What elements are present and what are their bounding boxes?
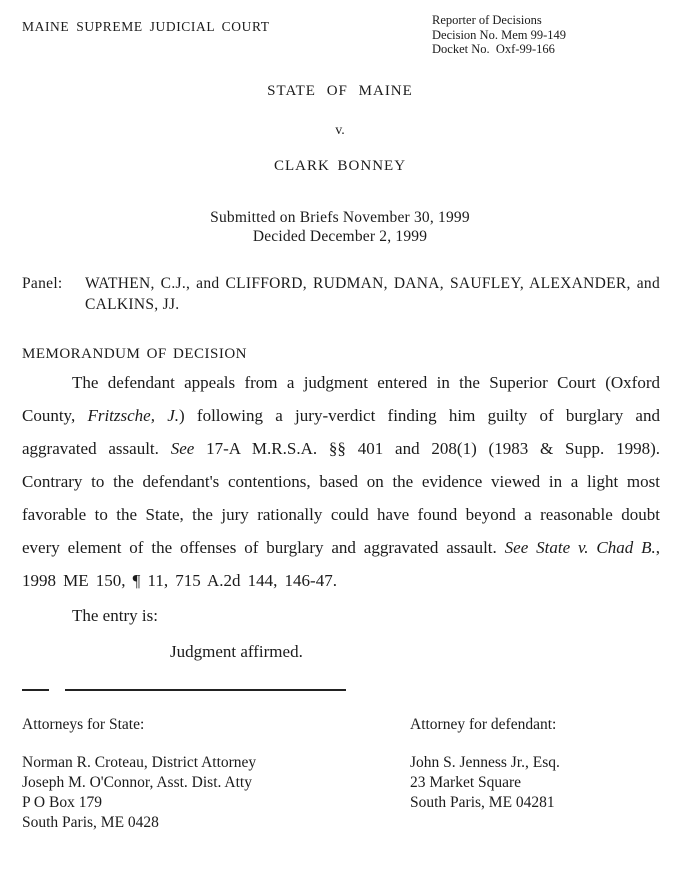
defendant-attorney-address [410,753,660,833]
panel-members: WATHEN, C.J., and CLIFFORD, RUDMAN, DANA, SAUFLEY, ALEXANDER, and CALKINS, JJ. [85,274,660,313]
paragraph-segment: , 1998 ME 150, ¶ 11, 715 A.2d 144, 146-47. [22,537,660,590]
case-citation-italic: See State v. Chad B. [504,537,656,557]
plaintiff-name: STATE OF MAINE [267,82,413,99]
docket-number: Docket No. Oxf-99-166 [432,42,555,56]
decided-date-line: Decided December 2, 1999 [252,228,428,245]
reporter-of-decisions: Reporter of Decisions [432,13,542,27]
state-attorneys-address [22,753,410,833]
attorneys-for-state-label: Attorneys for State: [22,715,145,733]
judgment-entry: Judgment affirmed. [170,641,303,661]
versus-abbreviation: v. [335,122,345,138]
defendant-attorney-line: 23 Market Square [410,773,522,791]
document-header [0,0,680,57]
attorney-for-defendant-label: Attorney for defendant: [410,715,557,733]
panel-block [22,273,660,315]
memorandum-heading: MEMORANDUM OF DECISION [22,345,248,362]
horizontal-rule [22,689,346,691]
panel-label: Panel: [22,274,63,292]
defendant-name: CLARK BONNEY [273,157,407,174]
decision-number: Decision No. Mem 99-149 [432,27,567,42]
case-caption [0,83,680,247]
decision-paragraph [22,366,660,597]
reporter-block [432,13,660,57]
defendant-attorney-line: John S. Jenness Jr., Esq. [410,753,560,771]
paragraph-segment: The defendant appeals from a judgment entered in the Superior Court (Oxford County, [22,372,660,425]
state-attorney-line: South Paris, ME 0428 [22,813,159,831]
dates-block [0,208,680,247]
submitted-date-line: Submitted on Briefs November 30, 1999 [210,208,470,226]
attorney-labels-row [22,716,660,734]
entry-lead-line: The entry is: [72,605,158,625]
state-attorney-line: Norman R. Croteau, District Attorney [22,753,257,771]
defendant-attorney-line: South Paris, ME 04281 [410,793,555,811]
see-signal-italic: See [170,438,195,458]
state-attorney-line: Joseph M. O'Connor, Asst. Dist. Atty [22,773,252,791]
judge-name-italic: Fritzsche, J. [87,405,180,425]
court-name: MAINE SUPREME JUDICIAL COURT [22,19,270,34]
paragraph-segment: ) following a jury-verdict finding him guilty of burglary and aggravated assault. [22,405,660,458]
paragraph-segment: 17-A M.R.S.A. §§ 401 and 208(1) (1983 & Supp. 1998). Contrary to the defendant's contentions, based on the evidence viewed in a light most favorable to the State, the jury rationally could have found beyond a reasonable doubt every element of the offenses of burglary and aggravated assault. [22,438,660,557]
attorney-addresses-row [22,753,660,833]
state-attorney-line: P O Box 179 [22,793,102,811]
